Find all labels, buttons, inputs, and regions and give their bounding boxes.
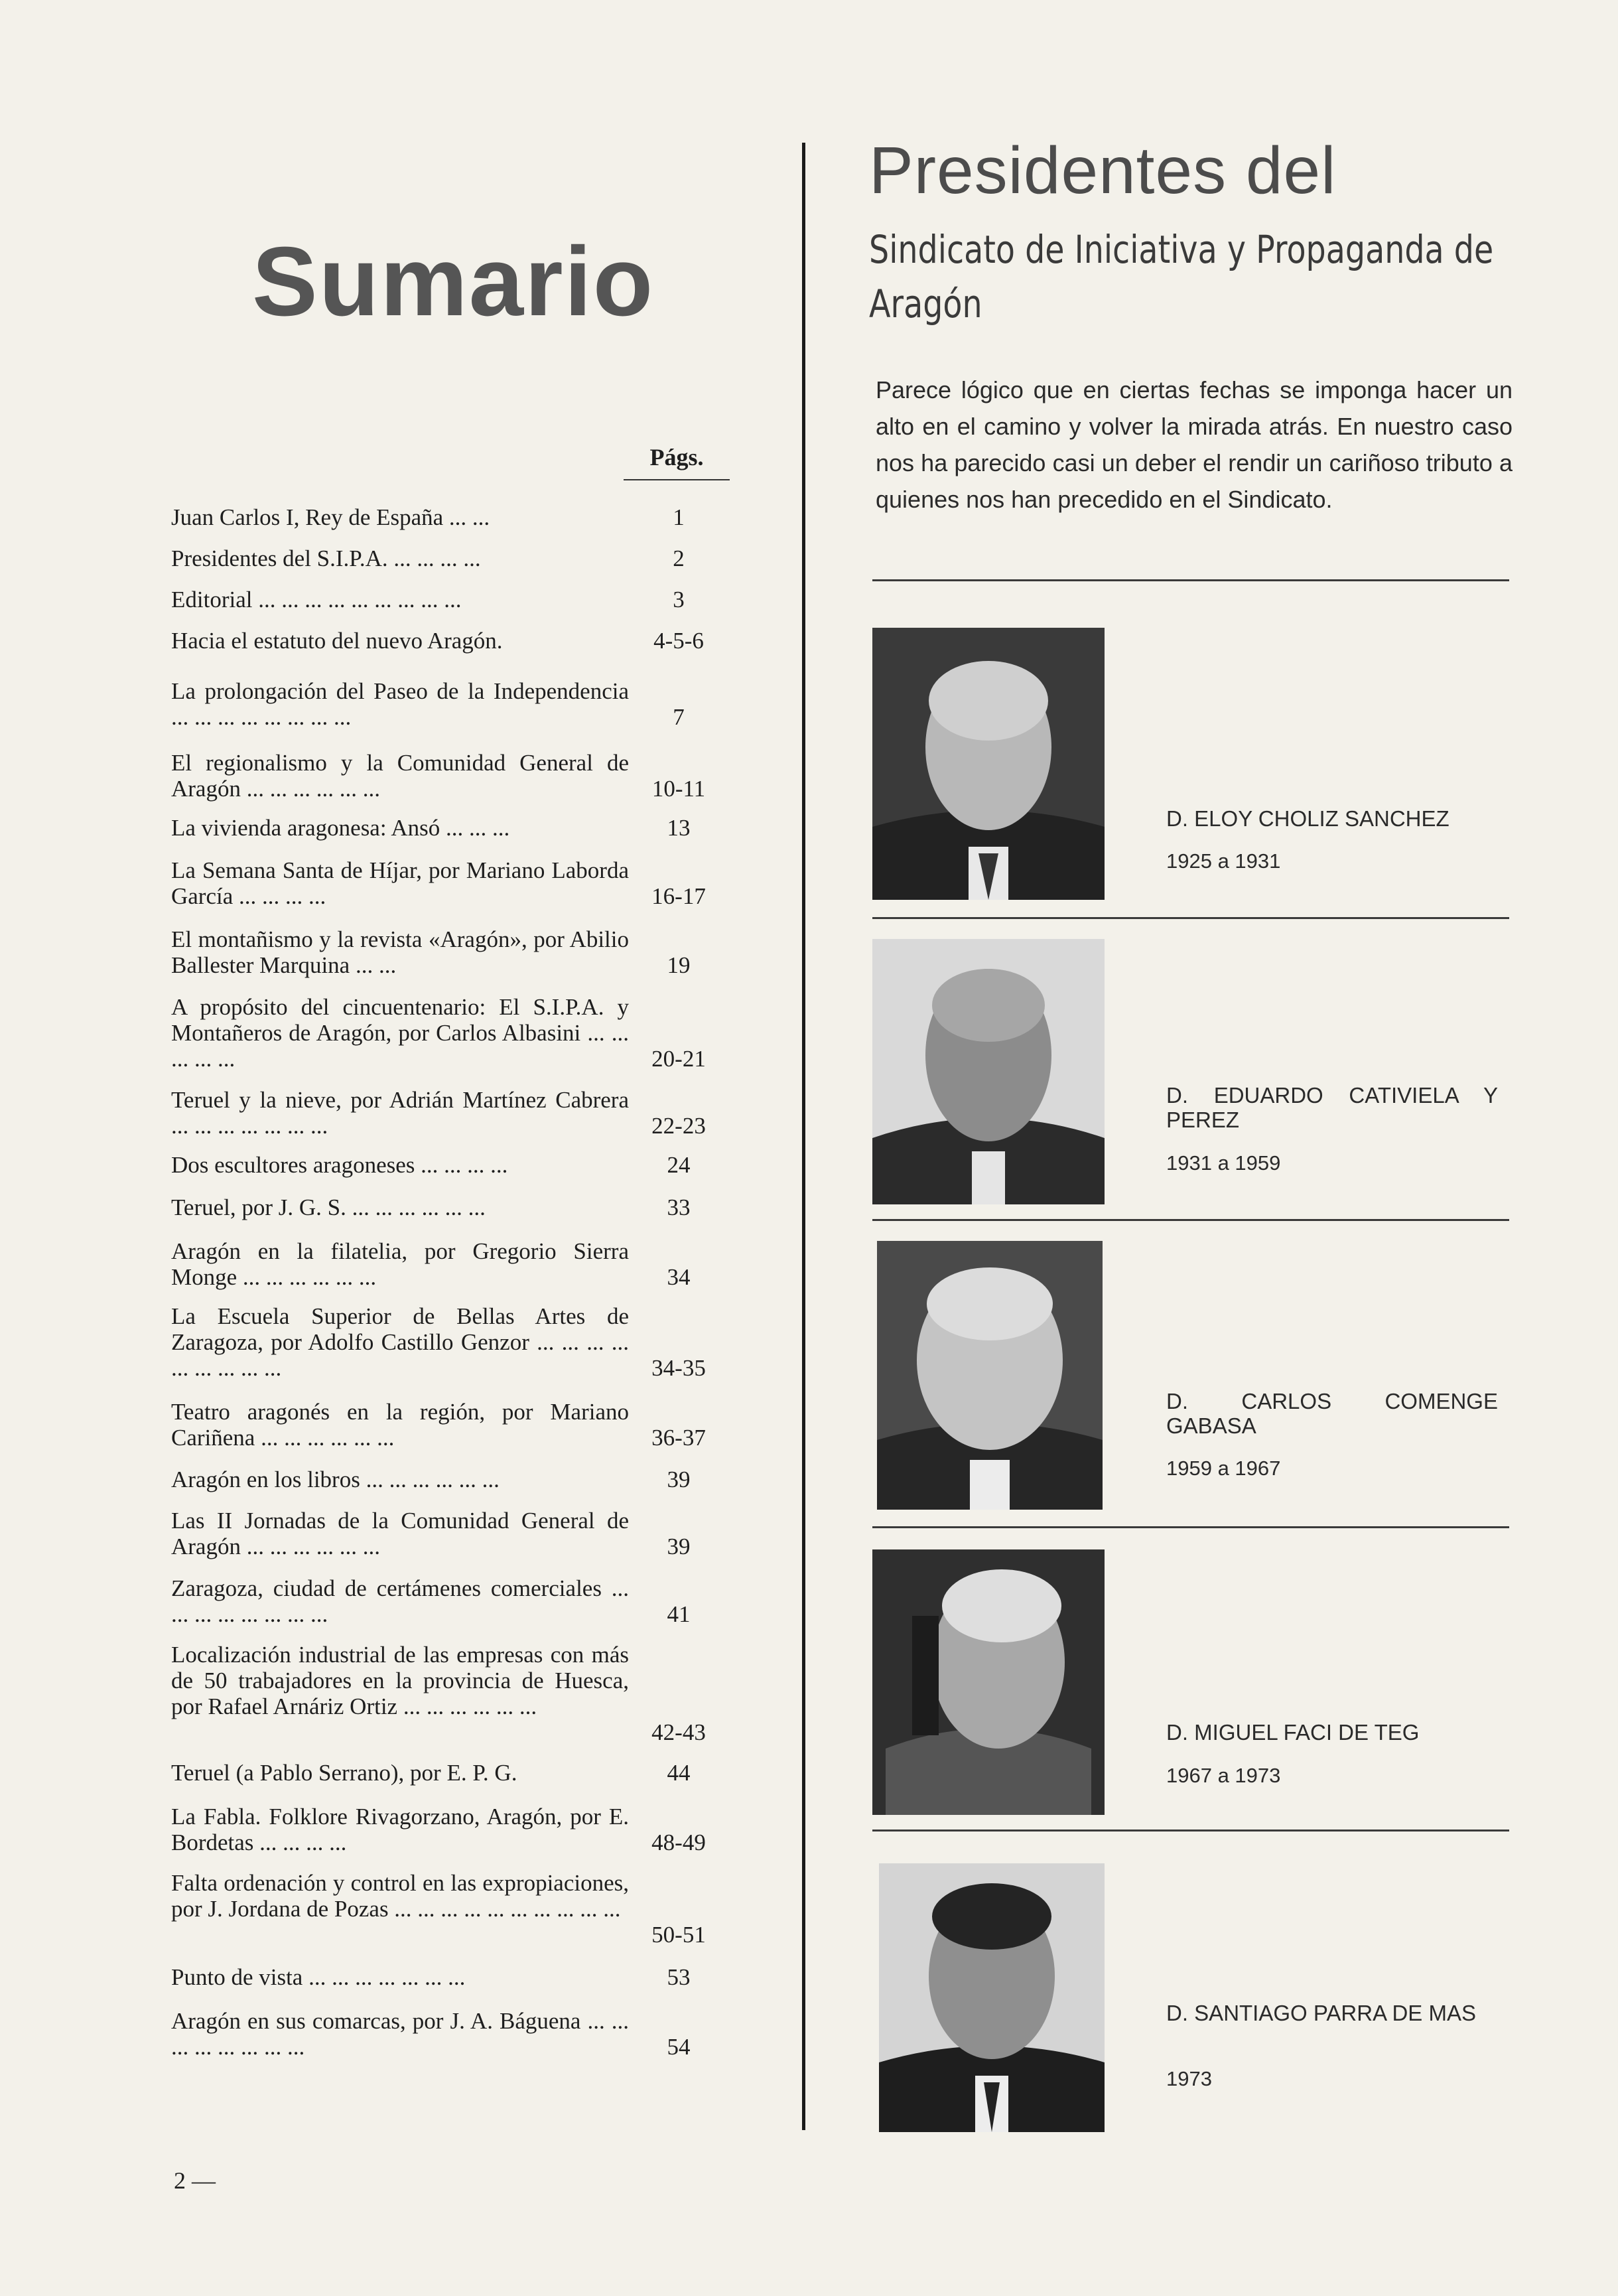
toc-entry-page: 53 bbox=[667, 1964, 691, 1990]
toc-entry-text: Localización industrial de las empresas con más de 50 trabajadores en la provincia de Huesca, por Rafael Arnáriz Ortiz ... ... ... ... ... ... bbox=[171, 1642, 629, 1719]
page-number: 2 — bbox=[174, 2167, 216, 2194]
toc-entry-page: 13 bbox=[667, 815, 691, 841]
column-divider bbox=[802, 143, 805, 2130]
president-years: 1967 a 1973 bbox=[1166, 1764, 1281, 1787]
presidentes-title: Presidentes del bbox=[869, 133, 1337, 208]
sumario-title: Sumario bbox=[252, 227, 655, 336]
toc-entry-text: El montañismo y la revista «Aragón», por Abilio Ballester Marquina ... ... bbox=[171, 926, 629, 978]
toc-entry-text: Dos escultores aragoneses ... ... ... ... bbox=[171, 1152, 508, 1178]
toc-entry-page: 44 bbox=[667, 1760, 691, 1786]
toc-entry-text: Editorial ... ... ... ... ... ... ... ... ... bbox=[171, 587, 462, 612]
toc-entry-text: Las II Jornadas de la Comunidad General de Aragón ... ... ... ... ... ... bbox=[171, 1508, 629, 1559]
toc-entry-page: 19 bbox=[667, 952, 691, 978]
toc-entry-text: La Semana Santa de Híjar, por Mariano Laborda García ... ... ... ... bbox=[171, 857, 629, 909]
toc-entry-text: Teruel, por J. G. S. ... ... ... ... ... ... bbox=[171, 1194, 486, 1220]
pages-column-header: Págs. bbox=[649, 444, 704, 470]
president-years: 1959 a 1967 bbox=[1166, 1457, 1281, 1480]
president-name: D. EDUARDO CATIVIELA Y PEREZ bbox=[1166, 1083, 1498, 1132]
portrait-photo bbox=[872, 939, 1105, 1204]
toc-entry-text: Zaragoza, ciudad de certámenes comerciales ... ... ... ... ... ... ... ... bbox=[171, 1575, 629, 1627]
toc-entry-page: 41 bbox=[667, 1601, 691, 1627]
toc-entry-page: 50-51 bbox=[651, 1922, 706, 1948]
section-rule bbox=[872, 579, 1509, 581]
toc-entry-page: 34-35 bbox=[651, 1355, 706, 1381]
toc-entry-text: Aragón en la filatelia, por Gregorio Sierra Monge ... ... ... ... ... ... bbox=[171, 1238, 629, 1290]
toc-entry-text: La prolongación del Paseo de la Independencia ... ... ... ... ... ... ... ... bbox=[171, 678, 629, 730]
president-years: 1973 bbox=[1166, 2067, 1212, 2090]
toc-entry-page: 1 bbox=[673, 504, 685, 530]
toc-entry-page: 4-5-6 bbox=[653, 628, 704, 654]
intro-paragraph: Parece lógico que en ciertas fechas se imponga hacer un alto en el camino y volver la mirada atrás. En nuestro caso nos ha parecido casi un deber el rendir un cariñoso tributo a quienes nos han precedido en el Sindicato. bbox=[876, 376, 1513, 513]
toc-entry-page: 10-11 bbox=[651, 776, 706, 802]
section-rule bbox=[872, 1526, 1509, 1528]
toc-entry-page: 42-43 bbox=[651, 1719, 706, 1745]
toc-entry-page: 39 bbox=[667, 1534, 691, 1559]
president-name: D. ELOY CHOLIZ SANCHEZ bbox=[1166, 806, 1449, 831]
toc-entry-text: Punto de vista ... ... ... ... ... ... ... bbox=[171, 1964, 466, 1990]
toc-entry-page: 7 bbox=[673, 704, 685, 730]
toc-entry-page: 3 bbox=[673, 587, 685, 612]
toc-entry-text: La Escuela Superior de Bellas Artes de Zaragoza, por Adolfo Castillo Genzor ... ... ... ... ... ... ... ... ... bbox=[171, 1303, 629, 1381]
section-rule bbox=[872, 1830, 1509, 1831]
toc-entry-page: 24 bbox=[667, 1152, 691, 1178]
toc-entry-text: Teruel y la nieve, por Adrián Martínez Cabrera ... ... ... ... ... ... ... bbox=[171, 1087, 629, 1139]
toc-entry-text: Teatro aragonés en la región, por Mariano Cariñena ... ... ... ... ... ... bbox=[171, 1399, 629, 1451]
toc-entry-page: 39 bbox=[667, 1467, 691, 1492]
president-name: D. CARLOS COMENGE GABASA bbox=[1166, 1389, 1498, 1438]
pages-header-rule bbox=[624, 479, 730, 480]
toc-entry-text: Hacia el estatuto del nuevo Aragón. bbox=[171, 628, 503, 654]
section-rule bbox=[872, 917, 1509, 919]
toc-entry-text: Aragón en los libros ... ... ... ... ... ... bbox=[171, 1467, 500, 1492]
toc-entry-page: 20-21 bbox=[651, 1046, 706, 1072]
toc-entry-text: Aragón en sus comarcas, por J. A. Báguena ... ... ... ... ... ... ... ... bbox=[171, 2008, 629, 2060]
president-years: 1931 a 1959 bbox=[1166, 1151, 1281, 1175]
portrait-photo bbox=[877, 1241, 1103, 1510]
sindicato-subtitle: Sindicato de Iniciativa y Propaganda de Aragón bbox=[869, 227, 1494, 326]
toc-entry-text: La vivienda aragonesa: Ansó ... ... ... bbox=[171, 815, 510, 841]
portrait-photo bbox=[872, 628, 1105, 900]
toc-entry-page: 22-23 bbox=[651, 1113, 706, 1139]
toc-entry-text: A propósito del cincuentenario: El S.I.P.A. y Montañeros de Aragón, por Carlos Albasini ... ... ... ... ... bbox=[171, 994, 629, 1072]
toc-entry-text: Presidentes del S.I.P.A. ... ... ... ... bbox=[171, 545, 481, 571]
toc-entry-page: 54 bbox=[667, 2034, 691, 2060]
toc-entry-page: 34 bbox=[667, 1264, 691, 1290]
portrait-photo bbox=[872, 1549, 1105, 1815]
toc-entry-page: 33 bbox=[667, 1194, 691, 1220]
toc-entry-text: Falta ordenación y control en las expropiaciones, por J. Jordana de Pozas ... ... ... ... ... ... ... ... ... ... bbox=[171, 1870, 629, 1922]
section-rule bbox=[872, 1219, 1509, 1221]
toc-entry-page: 48-49 bbox=[651, 1830, 706, 1855]
toc-entry-page: 2 bbox=[673, 545, 685, 571]
toc-entry-text: La Fabla. Folklore Rivagorzano, Aragón, por E. Bordetas ... ... ... ... bbox=[171, 1804, 629, 1855]
president-name: D. MIGUEL FACI DE TEG bbox=[1166, 1720, 1420, 1745]
toc-entry-text: Teruel (a Pablo Serrano), por E. P. G. bbox=[171, 1760, 517, 1786]
president-name: D. SANTIAGO PARRA DE MAS bbox=[1166, 2001, 1476, 2025]
portrait-photo bbox=[879, 1863, 1105, 2132]
toc-entry-text: Juan Carlos I, Rey de España ... ... bbox=[171, 504, 490, 530]
toc-entry-page: 16-17 bbox=[651, 883, 706, 909]
toc-entry-text: El regionalismo y la Comunidad General de Aragón ... ... ... ... ... ... bbox=[171, 750, 629, 802]
president-years: 1925 a 1931 bbox=[1166, 849, 1281, 873]
toc-entry-page: 36-37 bbox=[651, 1425, 706, 1451]
